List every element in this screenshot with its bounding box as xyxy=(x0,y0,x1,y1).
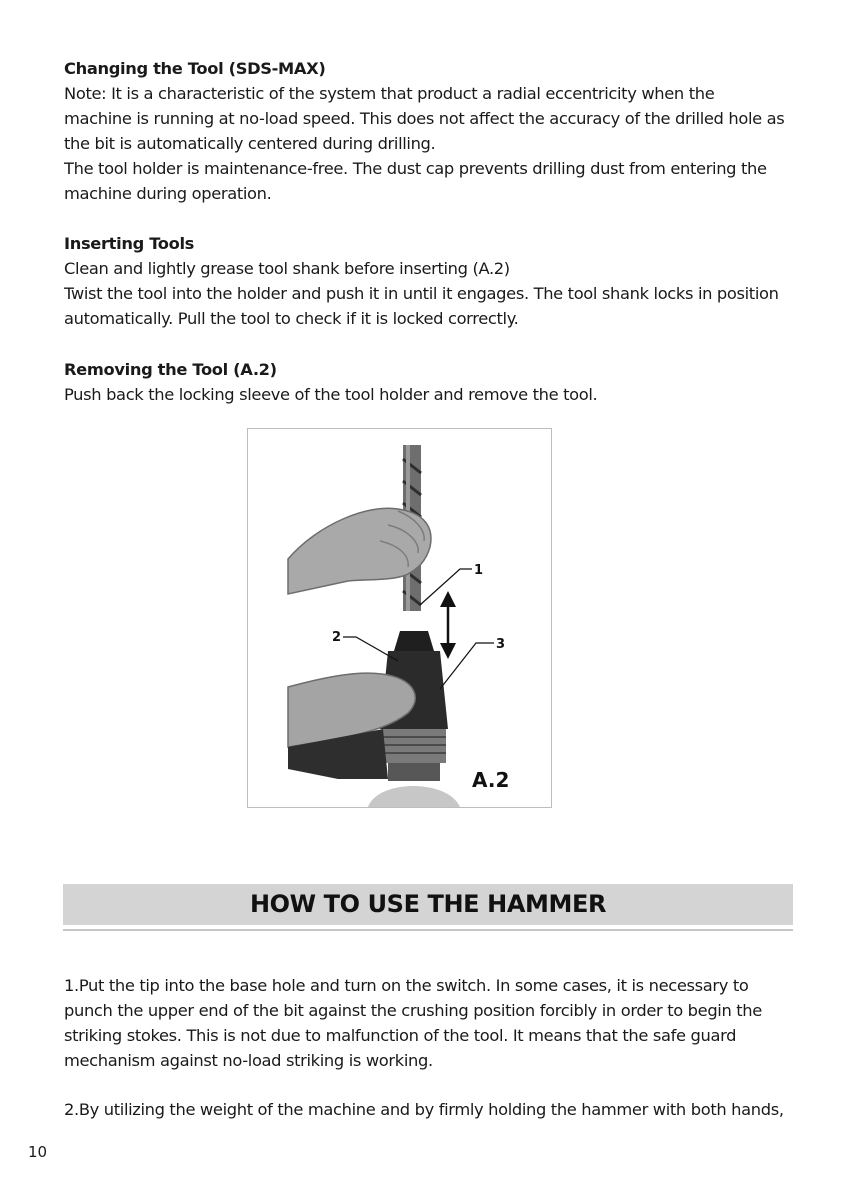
heading-inserting-tools: Inserting Tools xyxy=(64,234,195,253)
heading-removing-tool: Removing the Tool (A.2) xyxy=(64,360,277,379)
paragraph-twist-tool: Twist the tool into the holder and push it in until it engages. The tool shank locks in position automatically. Pull the tool to check if it is locked correctly. xyxy=(64,284,779,328)
figure-a2-illustration xyxy=(247,428,552,808)
section-inserting-tools xyxy=(64,231,786,331)
dust-cap xyxy=(394,631,434,651)
section-steps xyxy=(64,973,794,1073)
section-banner xyxy=(63,884,793,925)
paragraph-tool-holder: The tool holder is maintenance-free. The dust cap prevents drilling dust from entering the machine during operation. xyxy=(64,159,767,203)
double-arrow-icon xyxy=(440,591,456,659)
tool-insertion-drawing xyxy=(248,429,551,807)
callout-1: 1 xyxy=(474,563,484,578)
page-number: 10 xyxy=(28,1143,48,1161)
paragraph-note: Note: It is a characteristic of the system that product a radial eccentricity when the machine is running at no-load speed. This does not affect the accuracy of the drilled hole as the bit is automatically centered during drilling. xyxy=(64,84,785,153)
step-2-text: 2.By utilizing the weight of the machine and by firmly holding the hammer with both hands, xyxy=(64,1100,784,1119)
step-1-text: 1.Put the tip into the base hole and turn on the switch. In some cases, it is necessary to punch the upper end of the bit against the crushing position forcibly in order to begin the striking stokes. This is not due to malfunction of the tool. It means that the safe guard mechanism against no-load striking is working. xyxy=(64,976,762,1070)
heading-changing-tool: Changing the Tool (SDS-MAX) xyxy=(64,59,326,78)
figure-label: A.2 xyxy=(472,768,510,792)
banner-divider xyxy=(63,929,793,931)
paragraph-clean-grease: Clean and lightly grease tool shank before inserting (A.2) xyxy=(64,259,510,278)
callout-3: 3 xyxy=(496,637,506,652)
callout-2: 2 xyxy=(332,630,342,645)
section-removing-tool xyxy=(64,357,786,407)
paragraph-push-back: Push back the locking sleeve of the tool holder and remove the tool. xyxy=(64,385,598,404)
section-changing-tool xyxy=(64,56,786,206)
banner-title: HOW TO USE THE HAMMER xyxy=(249,890,607,918)
